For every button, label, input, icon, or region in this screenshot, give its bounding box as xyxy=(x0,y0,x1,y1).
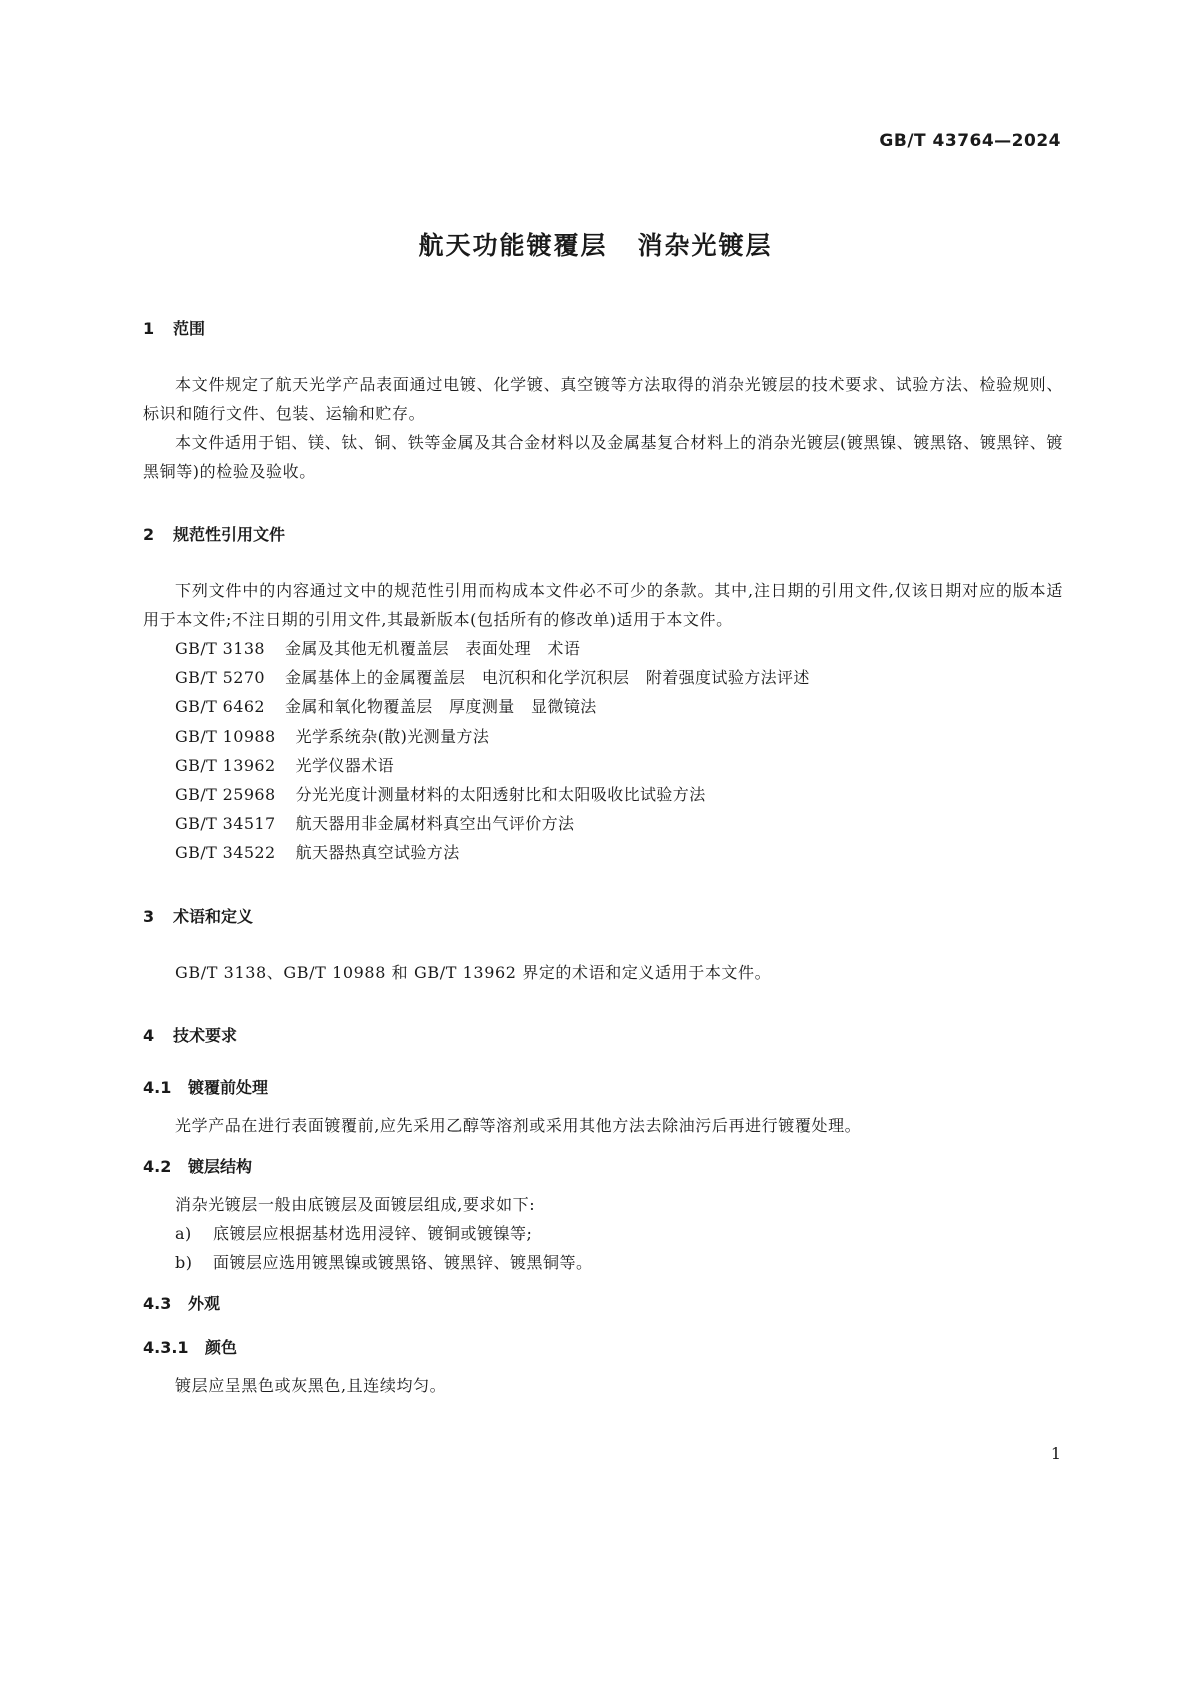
section-number: 4.1 xyxy=(143,1077,172,1097)
reference-code: GB/T 13962 xyxy=(175,755,276,775)
section-4-3-1-heading xyxy=(143,1337,1063,1359)
section-4-heading xyxy=(143,1025,1063,1047)
section-title: 规范性引用文件 xyxy=(173,525,286,544)
section-title: 颜色 xyxy=(205,1337,238,1357)
reference-title: 航天器热真空试验方法 xyxy=(295,843,460,863)
page-number: 1 xyxy=(1050,1444,1061,1463)
section-number: 4.3 xyxy=(143,1293,172,1313)
reference-title: 金属和氧化物覆盖层 厚度测量 显微镜法 xyxy=(285,697,597,717)
reference-title: 航天器用非金属材料真空出气评价方法 xyxy=(295,814,575,834)
reference-code: GB/T 34517 xyxy=(175,814,276,834)
reference-item xyxy=(143,838,1063,867)
reference-code: GB/T 10988 xyxy=(175,726,276,746)
title-part-1: 航天功能镀覆层 xyxy=(418,231,608,260)
reference-title: 分光光度计测量材料的太阳透射比和太阳吸收比试验方法 xyxy=(295,785,706,805)
document-code: GB/T 43764—2024 xyxy=(879,131,1061,151)
section-number: 3 xyxy=(143,906,155,926)
list-text: 底镀层应根据基材选用浸锌、镀铜或镀镍等; xyxy=(213,1223,533,1243)
section-title: 镀覆前处理 xyxy=(188,1077,269,1097)
reference-item xyxy=(143,634,1063,663)
section-4-3-heading xyxy=(143,1293,1063,1315)
reference-code: GB/T 5270 xyxy=(175,668,266,688)
reference-title: 金属及其他无机覆盖层 表面处理 术语 xyxy=(285,639,581,658)
section-2-heading xyxy=(143,524,1063,546)
reference-item xyxy=(143,663,1063,692)
section-4-1-heading xyxy=(143,1077,1063,1099)
section-title: 镀层结构 xyxy=(188,1156,253,1176)
section-title: 范围 xyxy=(173,319,206,338)
section-number: 4.2 xyxy=(143,1156,172,1176)
reference-code: GB/T 25968 xyxy=(175,785,276,805)
paragraph: 消杂光镀层一般由底镀层及面镀层组成,要求如下: xyxy=(175,1194,536,1214)
document-body xyxy=(143,318,1063,1400)
section-title: 技术要求 xyxy=(173,1025,238,1045)
list-item xyxy=(143,1219,1063,1248)
reference-code: GB/T 34522 xyxy=(175,843,276,863)
reference-item xyxy=(143,809,1063,838)
section-title: 外观 xyxy=(188,1293,221,1313)
section-number: 1 xyxy=(143,319,155,338)
paragraph: 下列文件中的内容通过文中的规范性引用而构成本文件必不可少的条款。其中,注日期的引用文件,仅该日期对应的版本适用于本文件;不注日期的引用文件,其最新版本(包括所有的修改单)适用于本文件。 xyxy=(143,581,1063,629)
paragraph: 光学产品在进行表面镀覆前,应先采用乙醇等溶剂或采用其他方法去除油污后再进行镀覆处理。 xyxy=(175,1115,862,1135)
section-title: 术语和定义 xyxy=(173,906,254,926)
section-4-2-heading xyxy=(143,1156,1063,1178)
reference-item xyxy=(143,780,1063,809)
reference-title: 光学仪器术语 xyxy=(295,755,394,775)
reference-title: 光学系统杂(散)光测量方法 xyxy=(295,726,490,746)
paragraph: 镀层应呈黑色或灰黑色,且连续均匀。 xyxy=(175,1375,447,1395)
reference-item xyxy=(143,692,1063,721)
section-number: 2 xyxy=(143,525,155,544)
paragraph: 本文件规定了航天光学产品表面通过电镀、化学镀、真空镀等方法取得的消杂光镀层的技术要求、试验方法、检验规则、标识和随行文件、包装、运输和贮存。 xyxy=(143,375,1063,423)
list-text: 面镀层应选用镀黑镍或镀黑铬、镀黑锌、镀黑铜等。 xyxy=(213,1252,593,1272)
section-number: 4.3.1 xyxy=(143,1337,189,1357)
section-1-heading xyxy=(143,318,1063,340)
document-title xyxy=(0,226,1191,262)
reference-title: 金属基体上的金属覆盖层 电沉积和化学沉积层 附着强度试验方法评述 xyxy=(285,668,810,688)
paragraph: 本文件适用于铝、镁、钛、铜、铁等金属及其合金材料以及金属基复合材料上的消杂光镀层(镀黑镍、镀黑铬、镀黑锌、镀黑铜等)的检验及验收。 xyxy=(143,433,1063,481)
list-marker: b) xyxy=(175,1252,193,1272)
reference-item xyxy=(143,751,1063,780)
reference-code: GB/T 6462 xyxy=(175,697,266,717)
section-number: 4 xyxy=(143,1025,155,1045)
paragraph: GB/T 3138、GB/T 10988 和 GB/T 13962 界定的术语和定义适用于本文件。 xyxy=(175,962,772,982)
list-marker: a) xyxy=(175,1223,192,1243)
reference-item xyxy=(143,722,1063,751)
list-item xyxy=(143,1248,1063,1277)
section-3-heading xyxy=(143,906,1063,928)
reference-code: GB/T 3138 xyxy=(175,639,266,658)
reference-list xyxy=(143,634,1063,868)
title-part-2: 消杂光镀层 xyxy=(637,231,773,260)
